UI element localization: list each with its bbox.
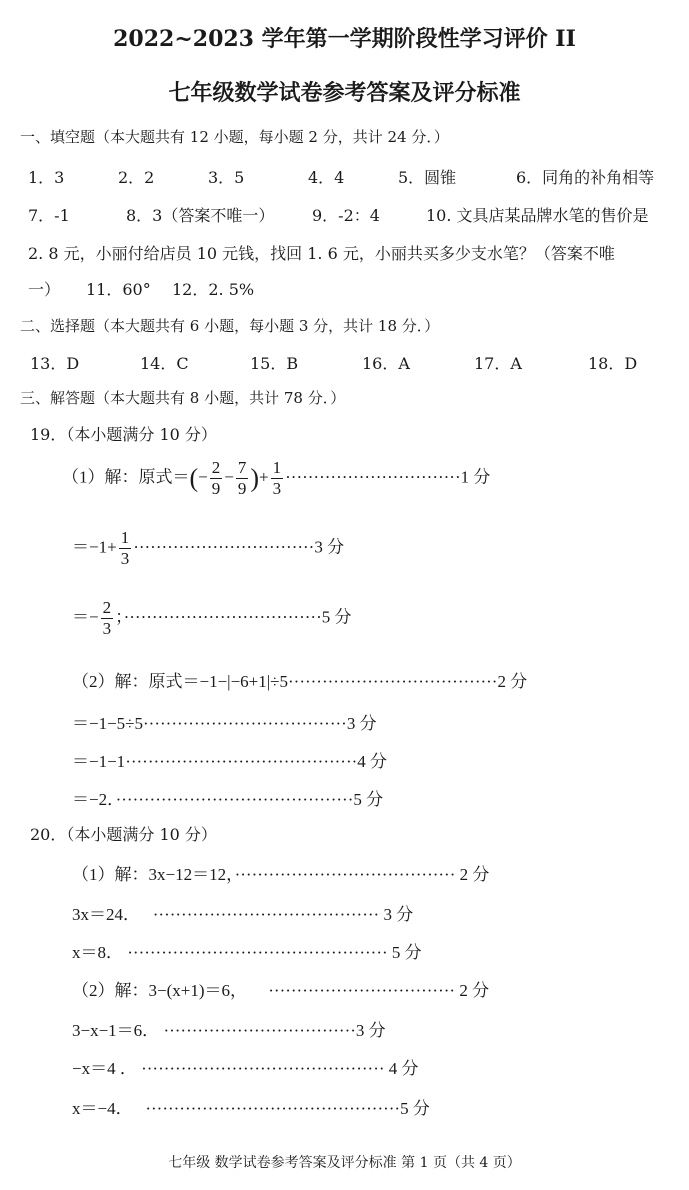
answer-12: 12．2. 5% [172, 280, 255, 299]
leader-dots: ····································· [288, 672, 498, 691]
q19-p1-line2 [72, 528, 344, 569]
section2-heading: 二、选择题（本大题共有 6 小题，每小题 3 分，共计 18 分．） [20, 317, 440, 335]
q19-p2-line2 [72, 709, 377, 734]
denominator: 9 [237, 479, 247, 498]
leader-dots: ···································· [143, 714, 347, 733]
score: 2 分 [497, 672, 528, 691]
q20-line5 [72, 1016, 386, 1041]
answer-11: 11．60° [86, 280, 151, 299]
expression: x＝−4． [72, 1099, 133, 1118]
q19-p1-line1 [62, 458, 490, 499]
leader-dots: ································· [268, 981, 456, 1000]
score: 3 分 [314, 537, 345, 557]
q20-line6 [72, 1054, 419, 1079]
score: 3 分 [346, 714, 377, 733]
minus-sign: − [198, 467, 208, 487]
q19-p2-line4 [72, 785, 383, 810]
doc-title-line1: 2022~2023 学年第一学期阶段性学习评价 II [113, 26, 576, 52]
expression: ＝− [72, 607, 99, 627]
expression: 3−x−1＝6． [72, 1021, 160, 1040]
answer-4: 4．4 [308, 168, 345, 187]
leader-dots: ··········································· [141, 1059, 385, 1078]
section3-heading: 三、解答题（本大题共有 8 小题，共计 78 分．） [20, 389, 346, 407]
q19-p1-line3 [72, 598, 351, 639]
leader-dots: ·········································· [115, 790, 354, 809]
q19-p2-line3 [72, 747, 387, 772]
fraction-2-3 [101, 598, 114, 639]
answer-5: 5．圆锥 [398, 168, 457, 187]
numerator: 1 [120, 528, 130, 547]
section1-heading: 一、填空题（本大题共有 12 小题，每小题 2 分，共计 24 分．） [20, 128, 449, 146]
score: 5 分 [353, 790, 384, 809]
denominator: 3 [102, 619, 112, 638]
answer-1: 1．3 [28, 168, 65, 187]
fraction-2-9 [210, 458, 223, 499]
expression: （2）解：3−(x+1)＝6， [72, 981, 247, 1000]
score: 4 分 [388, 1059, 419, 1078]
answer-6: 6．同角的补角相等 [516, 168, 655, 187]
semicolon: ； [115, 607, 124, 627]
leader-dots: ······································· [234, 865, 456, 884]
answer-7: 7．-1 [28, 206, 70, 225]
answer-10-continued: 2. 8 元，小丽付给店员 10 元钱，找回 1. 6 元，小丽共买多少支水笔？（答案不唯 [28, 244, 615, 263]
leader-dots: ············································· [145, 1099, 401, 1118]
q19-p1-prefix: （1）解：原式＝ [62, 467, 190, 487]
q20-line2 [72, 900, 413, 925]
leader-dots: ································ [133, 537, 315, 557]
q20-line7 [72, 1094, 430, 1119]
q20-label: 20．（本小题满分 10 分） [30, 825, 217, 844]
score: 3 分 [355, 1021, 386, 1040]
score: 5 分 [391, 943, 422, 962]
answer-8: 8．3（答案不唯一） [126, 206, 275, 225]
denominator: 3 [272, 479, 282, 498]
score: 2 分 [459, 981, 490, 1000]
denominator: 3 [120, 549, 130, 568]
answer-15: 15．B [250, 354, 299, 373]
q19-label: 19．（本小题满分 10 分） [30, 425, 217, 444]
answer-10-end: 一） [28, 280, 61, 299]
leader-dots: ·································· [163, 1021, 356, 1040]
expression: x＝8． [72, 943, 123, 962]
expression: −x＝4 ． [72, 1059, 137, 1078]
numerator: 2 [211, 458, 221, 477]
fraction-7-9 [236, 458, 249, 499]
close-paren: ) [250, 463, 260, 493]
numerator: 2 [102, 598, 112, 617]
answer-2: 2．2 [118, 168, 155, 187]
q20-line3 [72, 938, 422, 963]
open-paren: ( [189, 463, 199, 493]
score: 5 分 [321, 607, 352, 627]
leader-dots: ········································ [152, 905, 380, 924]
expression: ＝−2． [72, 790, 116, 809]
doc-title-line2: 七年级数学试卷参考答案及评分标准 [168, 80, 521, 106]
expression: （2）解：原式＝−1−|−6+1|÷5 [72, 672, 288, 691]
score: 5 分 [400, 1099, 430, 1118]
leader-dots: ··································· [123, 607, 322, 627]
score: 4 分 [357, 752, 388, 771]
q20-line1 [72, 860, 489, 885]
fraction-1-3 [271, 458, 284, 499]
score: 1 分 [460, 467, 491, 487]
expression: ＝−1−1 [72, 752, 126, 771]
answer-3: 3．5 [208, 168, 245, 187]
answer-14: 14．C [140, 354, 189, 373]
answer-9: 9．-2：4 [312, 206, 380, 225]
leader-dots: ······························· [285, 467, 461, 487]
score: 2 分 [459, 865, 490, 884]
answer-13: 13．D [30, 354, 80, 373]
answer-16: 16．A [362, 354, 410, 373]
leader-dots: ·············································· [127, 943, 388, 962]
minus-sign: − [224, 467, 234, 487]
plus-sign: + [259, 467, 269, 487]
answer-17: 17．A [474, 354, 522, 373]
page-footer: 七年级 数学试卷参考答案及评分标准 第 1 页（共 4 页） [168, 1155, 521, 1171]
leader-dots: ········································· [125, 752, 358, 771]
q20-line4 [72, 976, 489, 1001]
denominator: 9 [211, 479, 221, 498]
fraction-1-3 [119, 528, 132, 569]
answer-10: 10. 文具店某品牌水笔的售价是 [426, 206, 649, 225]
q19-p2-line1 [72, 667, 527, 692]
numerator: 7 [237, 458, 247, 477]
numerator: 1 [272, 458, 282, 477]
answer-18: 18．D [588, 354, 638, 373]
expression: ＝−1−5÷5 [72, 714, 144, 733]
expression: 3x＝24． [72, 905, 140, 924]
expression: （1）解：3x−12＝12， [72, 865, 235, 884]
score: 3 分 [383, 905, 414, 924]
expression: ＝−1+ [72, 537, 117, 557]
